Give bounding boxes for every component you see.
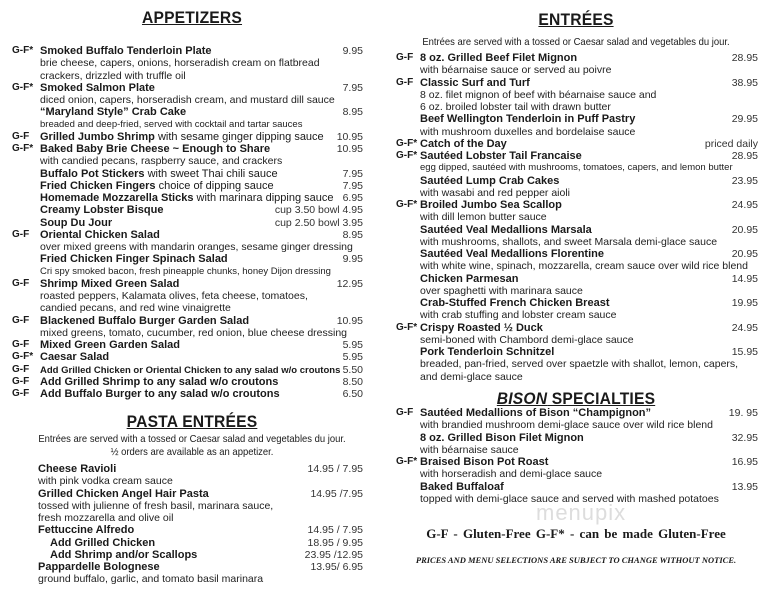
menu-item <box>396 346 758 358</box>
item-price: 14.95 /7.95 <box>310 487 363 500</box>
item-price: 15.95 <box>731 346 758 358</box>
item-price: 8.50 <box>342 375 363 388</box>
item-name: Grilled Chicken Angel Hair Pasta <box>38 487 209 500</box>
gluten-free-badge: G-F <box>396 407 414 418</box>
menu-item <box>396 77 758 89</box>
item-price: 8.95 <box>342 106 363 119</box>
item-name: Crispy Roasted ½ Duck <box>420 321 543 334</box>
item-description: 8 oz. filet mignon of beef with béarnaise sauce and <box>420 88 657 101</box>
menu-item <box>38 463 363 475</box>
menu-item <box>396 138 758 150</box>
item-description: Cri spy smoked bacon, fresh pineapple chunks, honey Dijon dressing <box>40 265 331 277</box>
menu-item <box>12 253 363 265</box>
item-name: Grilled Jumbo Shrimp <box>40 130 155 143</box>
item-price: 7.95 <box>342 81 363 94</box>
menu-item <box>38 561 363 573</box>
menu-item <box>12 204 363 216</box>
gluten-free-badge: G-F* <box>12 143 34 154</box>
item-name: Homemade Mozzarella Sticks <box>40 192 194 204</box>
item-name: Pork Tenderloin Schnitzel <box>420 346 555 358</box>
item-price: 6.95 <box>342 192 363 204</box>
pasta-list <box>38 463 363 586</box>
gluten-free-badge: G-F <box>12 375 30 387</box>
item-description: breaded, pan-fried, served over spaetzle with shallot, lemon, capers, <box>420 358 739 371</box>
item-price: 10.95 <box>336 314 363 327</box>
gluten-free-badge: G-F <box>12 277 30 289</box>
item-price: 19. 95 <box>728 407 758 419</box>
item-description: breaded and deep-fried, served with cocktail and tartar sauces <box>40 118 303 130</box>
item-description: with candied pecans, raspberry sauce, and crackers <box>40 155 283 168</box>
item-name: 8 oz. Grilled Beef Filet Mignon <box>420 52 578 64</box>
item-price: 10.95 <box>336 143 363 155</box>
item-name: Broiled Jumbo Sea Scallop <box>420 199 562 211</box>
item-name: Classic Surf and Turf <box>420 76 530 89</box>
item-name: Fried Chicken Fingers <box>40 179 156 192</box>
item-name: Smoked Salmon Plate <box>40 81 155 94</box>
item-description: candied pecans, and red wine vinaigrette <box>40 302 231 315</box>
item-name: “Maryland Style” Crab Cake <box>40 106 187 119</box>
menu-item <box>396 113 758 125</box>
gluten-free-badge: G-F* <box>396 137 418 149</box>
menu-item <box>12 388 363 400</box>
item-price: 13.95/ 6.95 <box>310 561 363 573</box>
item-description: over mixed greens with mandarin oranges, sesame ginger dressing <box>40 241 353 253</box>
item-description: egg dipped, sautéed with mushrooms, tomatoes, capers, and lemon butter <box>420 162 733 174</box>
menu-item <box>396 297 758 309</box>
menu-item <box>396 224 758 236</box>
item-price: 28.95 <box>731 150 758 162</box>
bison-heading-rest: SPECIALTIES <box>547 389 656 408</box>
item-name: Crab-Stuffed French Chicken Breast <box>420 297 610 309</box>
menu-item <box>12 339 363 351</box>
gluten-free-badge: G-F <box>12 388 30 399</box>
item-name: Chicken Parmesan <box>420 272 519 285</box>
gluten-free-badge: G-F* <box>396 199 418 210</box>
item-price: 23.95 <box>731 174 758 187</box>
item-description: mixed greens, tomato, cucumber, red onion, blue cheese dressing <box>40 326 348 339</box>
item-name: Fried Chicken Finger Spinach Salad <box>40 253 228 266</box>
item-price: 19.95 <box>731 297 758 309</box>
item-description: with horseradish and demi-glace sauce <box>420 468 603 481</box>
item-name: Pappardelle Bolognese <box>38 561 160 573</box>
item-name: Baked Baby Brie Cheese ~ Enough to Share <box>40 143 271 155</box>
menu-item <box>396 481 758 493</box>
menu-item <box>12 180 363 192</box>
item-price: 14.95 / 7.95 <box>307 463 363 475</box>
item-name: Blackened Buffalo Burger Garden Salad <box>40 314 250 327</box>
menu-item <box>12 82 363 94</box>
menu-item <box>12 168 363 180</box>
item-description: roasted peppers, Kalamata olives, feta cheese, tomatoes, <box>40 290 308 302</box>
item-name: Add Grilled Chicken <box>50 536 156 549</box>
item-description: with dill lemon butter sauce <box>420 211 547 224</box>
item-price: 6.50 <box>342 388 363 400</box>
item-description: and demi-glace sauce <box>420 370 523 383</box>
menu-item <box>396 150 758 162</box>
item-note: with sesame ginger dipping sauce <box>154 130 324 143</box>
item-price: 7.95 <box>342 179 363 192</box>
menu-item <box>12 351 363 363</box>
item-name: Baked Buffaloaf <box>420 480 504 493</box>
item-note: with marinara dipping sauce <box>193 192 334 204</box>
menu-item <box>38 537 363 549</box>
item-name: Sautéed Lump Crab Cakes <box>420 174 560 187</box>
gluten-free-badge: G-F <box>396 76 414 88</box>
item-price: 20.95 <box>731 248 758 260</box>
item-price: 13.95 <box>731 480 758 493</box>
entrees-list <box>396 52 758 383</box>
item-description: with béarnaise sauce or served au poivre <box>420 64 612 77</box>
item-price: 8.95 <box>342 228 363 241</box>
item-name: Sautéed Lobster Tail Francaise <box>420 150 582 162</box>
item-description: with béarnaise sauce <box>420 443 519 456</box>
item-price: 5.95 <box>342 339 363 351</box>
menu-item <box>396 52 758 64</box>
menu-item <box>38 524 363 536</box>
item-description: crackers, drizzled with truffle oil <box>40 69 186 82</box>
item-name: Add Buffalo Burger to any salad w/o croutons <box>40 388 280 400</box>
menu-item <box>396 248 758 260</box>
bison-heading <box>399 389 752 409</box>
item-price: 14.95 <box>731 272 758 285</box>
item-price: 29.95 <box>731 113 758 126</box>
gluten-free-badge: G-F <box>12 339 30 350</box>
item-price: 24.95 <box>731 199 758 211</box>
item-price: 10.95 <box>336 130 363 143</box>
bison-list <box>396 407 758 505</box>
item-price: 5.50 <box>342 363 363 376</box>
menu-item <box>12 217 363 229</box>
menu-item <box>12 106 363 118</box>
item-description: ground buffalo, garlic, and tomato basil marinara <box>38 573 264 586</box>
pasta-note: ½ orders are available as an appetizer. <box>110 446 274 458</box>
item-description: with pink vodka cream sauce <box>38 475 173 488</box>
gluten-free-badge: G-F <box>12 130 30 142</box>
menu-item <box>12 364 363 376</box>
menu-item <box>38 488 363 500</box>
menu-item <box>12 143 363 155</box>
item-price: cup 3.50 bowl 4.95 <box>274 204 363 217</box>
menu-item <box>396 456 758 468</box>
item-price: 24.95 <box>731 321 758 334</box>
menu-item <box>12 278 363 290</box>
item-price: 38.95 <box>731 76 758 89</box>
gluten-free-legend: G-F - Gluten-Free G-F* - can be made Gluten-Free <box>426 526 726 541</box>
item-note: choice of dipping sauce <box>155 179 274 192</box>
menu-item <box>12 131 363 143</box>
item-price: 28.95 <box>731 52 758 64</box>
item-price: priced daily <box>704 137 758 150</box>
menu-item <box>396 273 758 285</box>
item-name: Shrimp Mixed Green Salad <box>40 277 180 290</box>
item-name: Catch of the Day <box>420 137 507 150</box>
item-description: diced onion, capers, horseradish cream, and mustard dill sauce <box>40 94 335 106</box>
menu-item <box>396 322 758 334</box>
gluten-free-badge: G-F <box>12 228 30 240</box>
appetizers-list <box>12 45 363 400</box>
item-price: 20.95 <box>731 223 758 236</box>
item-price: 9.95 <box>342 253 363 266</box>
gluten-free-badge: G-F* <box>12 351 34 363</box>
menu-item <box>396 199 758 211</box>
item-name: Add Grilled Shrimp to any salad w/o croutons <box>40 375 279 388</box>
item-price: 9.95 <box>342 45 363 57</box>
gluten-free-badge: G-F <box>12 314 30 326</box>
item-name: Oriental Chicken Salad <box>40 228 160 241</box>
item-description: brie cheese, capers, onions, horseradish cream on flatbread <box>40 57 320 70</box>
appetizers-heading: APPETIZERS <box>141 8 243 27</box>
item-name: Fettuccine Alfredo <box>38 524 135 537</box>
item-name: Sautéed Veal Medallions Marsala <box>420 223 592 236</box>
item-price: 18.95 / 9.95 <box>307 536 363 549</box>
menu-item <box>12 229 363 241</box>
gluten-free-badge: G-F <box>12 363 30 375</box>
item-name: Buffalo Pot Stickers <box>40 167 145 180</box>
item-name: Add Grilled Chicken or Oriental Chicken to any salad w/o croutons <box>40 364 341 376</box>
item-description: 6 oz. broiled lobster tail with drawn butter <box>420 101 611 113</box>
item-description: with mushrooms, shallots, and sweet Marsala demi-glace sauce <box>420 235 718 248</box>
gluten-free-badge: G-F* <box>396 321 418 333</box>
item-price: 12.95 <box>336 277 363 290</box>
item-note: with sweet Thai chili sauce <box>144 167 278 180</box>
item-name: Add Shrimp and/or Scallops <box>50 548 198 561</box>
menu-item <box>396 407 758 419</box>
bison-heading-italic: BISON <box>496 389 548 408</box>
item-price: 32.95 <box>731 431 758 444</box>
item-price: 7.95 <box>342 167 363 180</box>
entrees-heading: ENTRÉES <box>538 10 614 29</box>
gluten-free-badge: G-F* <box>12 81 34 93</box>
item-name: Sautéed Veal Medallions Florentine <box>420 248 604 260</box>
item-price: 5.95 <box>342 351 363 364</box>
pasta-heading: PASTA ENTRÉES <box>126 412 258 431</box>
item-description: with wasabi and red pepper aioli <box>420 186 571 199</box>
menu-item <box>38 549 363 561</box>
item-name: Cheese Ravioli <box>38 463 117 475</box>
price-notice: PRICES AND MENU SELECTIONS ARE SUBJECT TO CHANGE WITHOUT NOTICE. <box>415 555 737 565</box>
gluten-free-badge: G-F* <box>12 45 34 56</box>
item-name: Braised Bison Pot Roast <box>420 456 549 468</box>
item-name: Creamy Lobster Bisque <box>40 204 164 217</box>
pasta-subtitle: Entrées are served with a tossed or Caesar salad and vegetables du jour. <box>38 433 346 445</box>
menu-item <box>12 315 363 327</box>
item-description: over spaghetti with marinara sauce <box>420 284 583 297</box>
item-description: with white wine, spinach, mozzarella, cream sauce over wild rice blend <box>420 260 748 273</box>
item-description: fresh mozzarella and olive oil <box>38 512 174 524</box>
watermark-logo: menupix <box>536 500 627 525</box>
item-description: with crab stuffing and lobster cream sauce <box>420 309 617 322</box>
gluten-free-badge: G-F* <box>396 150 418 161</box>
item-price: 23.95 /12.95 <box>304 548 363 561</box>
gluten-free-badge: G-F* <box>396 456 418 467</box>
item-price: 16.95 <box>731 456 758 468</box>
item-description: with mushroom duxelles and bordelaise sauce <box>420 125 636 138</box>
menu-item <box>396 175 758 187</box>
item-description: topped with demi-glace sauce and served with mashed potatoes <box>420 492 719 505</box>
item-description: tossed with julienne of fresh basil, marinara sauce, <box>38 499 274 512</box>
item-description: with brandied mushroom demi-glace sauce over wild rice blend <box>420 419 713 432</box>
menu-item <box>12 45 363 57</box>
menu-item <box>12 192 363 204</box>
item-price: 14.95 / 7.95 <box>307 524 363 537</box>
item-price: cup 2.50 bowl 3.95 <box>274 216 363 229</box>
item-description: semi-boned with Chambord demi-glace sauce <box>420 333 634 346</box>
item-name: Beef Wellington Tenderloin in Puff Pastry <box>420 113 636 126</box>
gluten-free-badge: G-F <box>396 52 414 63</box>
item-name: 8 oz. Grilled Bison Filet Mignon <box>420 431 584 444</box>
item-name: Sautéed Medallions of Bison “Champignon” <box>420 407 652 419</box>
item-name: Mixed Green Garden Salad <box>40 339 180 351</box>
entrees-subtitle: Entrées are served with a tossed or Caesar salad and vegetables du jour. <box>422 36 730 48</box>
menu-item <box>12 376 363 388</box>
menu-item <box>396 432 758 444</box>
item-name: Caesar Salad <box>40 351 110 364</box>
item-name: Smoked Buffalo Tenderloin Plate <box>40 45 212 57</box>
item-name: Soup Du Jour <box>40 216 113 229</box>
